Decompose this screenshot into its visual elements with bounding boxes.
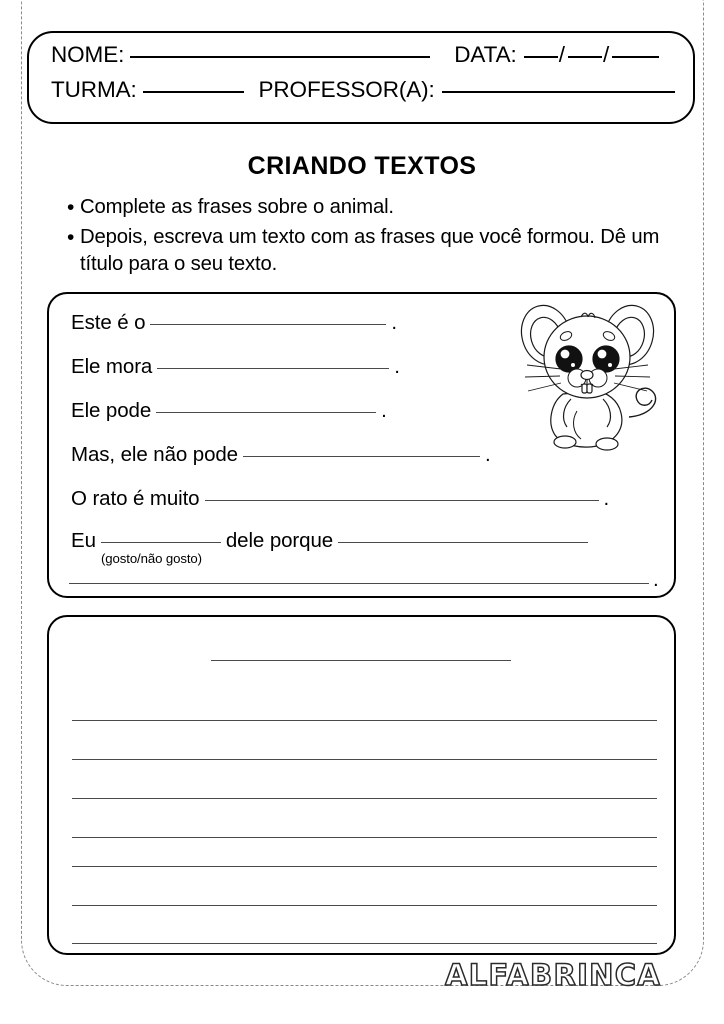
writing-line[interactable] [72,837,657,838]
prompt-label: Mas, ele não pode [71,443,238,466]
date-day-blank[interactable] [524,56,558,58]
class-label: TURMA: [51,77,137,102]
reason-continuation-blank[interactable] [69,583,649,584]
writing-line[interactable] [72,759,657,760]
period: . [653,568,659,591]
prompt-label: Ele pode [71,399,152,422]
date-separator-2: / [602,42,610,67]
prompt-label-middle: dele porque [225,529,334,552]
instruction-text: Depois, escreva um texto com as frases que você formou. Dê um título para o seu texto. [80,226,660,275]
mouse-illustration [511,299,666,459]
teacher-label: PROFESSOR(A): [258,77,435,102]
prompt-row-ele-mora [71,355,400,379]
answer-blank[interactable] [157,368,389,369]
date-year-blank[interactable] [612,56,659,58]
answer-blank[interactable] [156,412,376,413]
writing-line[interactable] [72,866,657,867]
prompt-row-mas-ele-nao-pode [71,443,491,467]
date-month-blank[interactable] [568,56,602,58]
answer-blank[interactable] [205,500,599,501]
opinion-hint: (gosto/não gosto) [101,551,202,566]
header-row-2 [51,77,675,112]
prompt-row-o-rato-e-muito [71,487,609,511]
date-separator-1: / [558,42,565,67]
period: . [391,311,398,334]
writing-line[interactable] [72,943,657,944]
prompt-row-ele-pode [71,399,387,423]
bullet-icon: • [67,196,75,219]
prompt-label: O rato é muito [71,487,200,510]
text-title-blank[interactable] [211,660,511,661]
page-title: CRIANDO TEXTOS [247,152,477,180]
prompt-row-eu-dele-porque [71,529,593,553]
prompt-label: Este é o [71,311,146,334]
instruction-text: Complete as frases sobre o animal. [80,196,394,218]
header-row-1 [51,42,675,77]
instructions-list [63,194,678,281]
writing-line[interactable] [72,905,657,906]
bullet-icon: • [67,226,75,249]
sentence-completion-box [47,292,676,598]
name-input-blank[interactable] [130,56,430,58]
text-writing-box [47,615,676,955]
instruction-item [63,194,678,221]
writing-line[interactable] [72,720,657,721]
prompt-label-start: Eu [71,529,96,552]
teacher-input-blank[interactable] [442,91,675,93]
opinion-choice-blank[interactable] [101,542,221,543]
name-label: NOME: [51,42,125,67]
prompt-row-este-e-o [71,311,397,335]
brand-watermark: ALFABRINCA [445,958,662,992]
class-input-blank[interactable] [143,91,244,93]
student-info-box [27,31,695,124]
period: . [381,399,387,422]
instruction-item [63,224,678,278]
date-label: DATA: [454,42,517,67]
period: . [603,487,610,510]
reason-blank[interactable] [338,542,588,543]
answer-blank[interactable] [243,456,480,457]
period: . [484,443,491,466]
period: . [394,355,400,378]
prompt-label: Ele mora [71,355,153,378]
writing-line[interactable] [72,798,657,799]
answer-blank[interactable] [150,324,386,325]
